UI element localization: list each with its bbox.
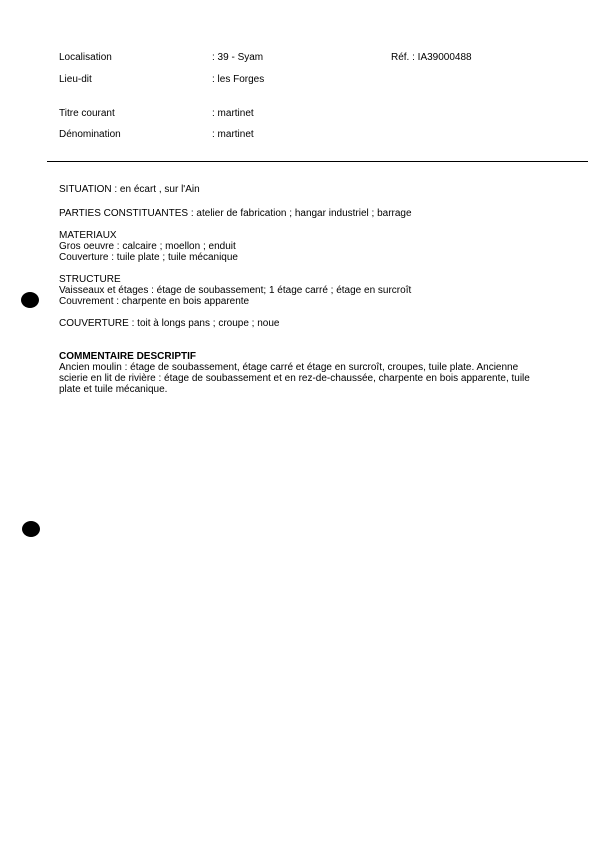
parties-section (59, 208, 529, 219)
couverture-text: COUVERTURE : toit à longs pans ; croupe ; noue (59, 318, 280, 329)
parties-text: PARTIES CONSTITUANTES : atelier de fabrication ; hangar industriel ; barrage (59, 208, 412, 219)
titre-courant-value: : martinet (212, 108, 254, 119)
structure-line: Couvrement : charpente en bois apparente (59, 296, 250, 307)
lieudit-label: Lieu-dit (59, 74, 92, 85)
titre-courant-label: Titre courant (59, 108, 115, 119)
couverture-section (59, 318, 529, 329)
situation-section (59, 184, 529, 195)
materiaux-line: Gros oeuvre : calcaire ; moellon ; enduit (59, 241, 236, 252)
structure-line: Vaisseaux et étages : étage de soubassement; 1 étage carré ; étage en surcroît (59, 285, 412, 296)
punch-hole (22, 521, 40, 537)
structure-section (59, 274, 529, 307)
materiaux-line: Couverture : tuile plate ; tuile mécanique (59, 252, 238, 263)
commentaire-heading: COMMENTAIRE DESCRIPTIF (59, 351, 197, 362)
punch-hole (21, 292, 39, 308)
materiaux-heading: MATERIAUX (59, 230, 117, 241)
reference-number: Réf. : IA39000488 (391, 52, 472, 63)
lieudit-value: : les Forges (212, 74, 265, 85)
denomination-label: Dénomination (59, 129, 121, 140)
structure-heading: STRUCTURE (59, 274, 121, 285)
denomination-value: : martinet (212, 129, 254, 140)
situation-text: SITUATION : en écart , sur l'Ain (59, 184, 200, 195)
materiaux-section (59, 230, 529, 263)
localisation-label: Localisation (59, 52, 112, 63)
header-divider (47, 161, 588, 162)
commentaire-text: Ancien moulin : étage de soubassement, étage carré et étage en surcroît, croupes, tuile plate. Ancienne scierie en lit de rivière : étage de soubassement et en rez-de-chaussée, charpente en bois apparente, tuile plate et tuile mécanique. (59, 362, 530, 395)
localisation-value: : 39 - Syam (212, 52, 264, 63)
commentaire-section (59, 351, 539, 395)
